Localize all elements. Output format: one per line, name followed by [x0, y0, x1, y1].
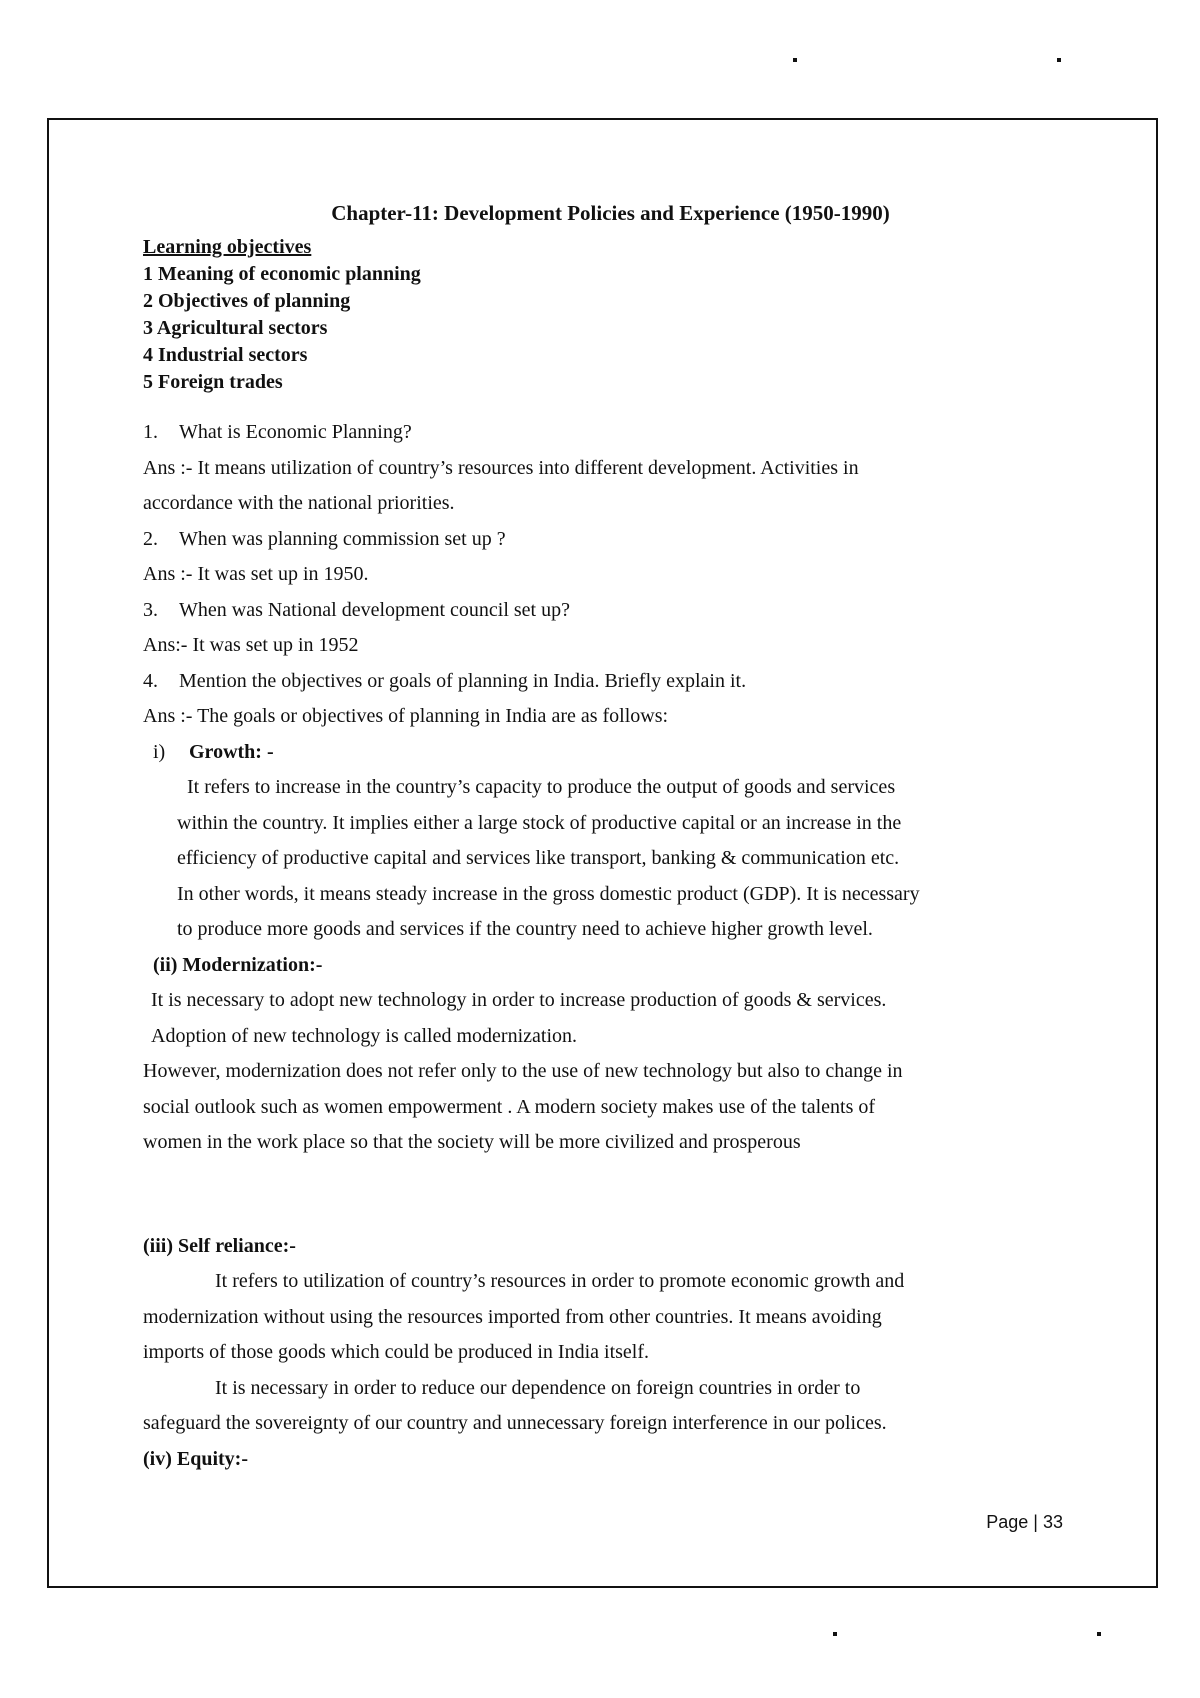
self-reliance-heading: (iii) Self reliance:-: [143, 1234, 296, 1257]
modernization-heading: (ii) Modernization:-: [153, 953, 323, 976]
paragraph-line: safeguard the sovereignty of our country and unnecessary foreign interference in our polices.: [143, 1412, 887, 1434]
objective-item: 2 Objectives of planning: [143, 290, 351, 312]
question-1: 1. What is Economic Planning?: [143, 421, 412, 443]
paragraph-line: social outlook such as women empowerment . A modern society makes use of the talents of: [143, 1095, 876, 1118]
objective-item: 3 Agricultural sectors: [143, 317, 328, 339]
paragraph-line: It is necessary in order to reduce our dependence on foreign countries in order to: [215, 1376, 861, 1399]
question-2: 2. When was planning commission set up ?: [143, 527, 506, 550]
paragraph-line: In other words, it means steady increase in the gross domestic product (GDP). It is necessary: [177, 882, 920, 905]
page-frame: [47, 118, 1158, 1588]
question-4: 4. Mention the objectives or goals of planning in India. Briefly explain it.: [143, 669, 747, 692]
objective-item: 4 Industrial sectors: [143, 344, 308, 366]
paragraph-line: within the country. It implies either a large stock of productive capital or an increase in the: [177, 811, 902, 834]
question-3: 3. When was National development council set up?: [143, 598, 570, 621]
equity-heading: (iv) Equity:-: [143, 1447, 248, 1470]
corner-dot: [793, 58, 797, 62]
corner-dot: [1057, 58, 1061, 62]
page-content: [143, 200, 1078, 1477]
learning-objectives-heading: Learning objectives: [143, 236, 312, 258]
paragraph-line: to produce more goods and services if the country need to achieve higher growth level.: [177, 918, 873, 940]
growth-paragraph: [143, 770, 1078, 948]
growth-heading: i) Growth: -: [153, 740, 274, 763]
paragraph-line: modernization without using the resources imported from other countries. It means avoiding: [143, 1305, 882, 1328]
objective-item: 5 Foreign trades: [143, 371, 283, 393]
paragraph-line: efficiency of productive capital and services like transport, banking & communication etc.: [177, 847, 900, 869]
answer-2: Ans :- It was set up in 1950.: [143, 563, 369, 585]
answer-4: Ans :- The goals or objectives of planning in India are as follows:: [143, 705, 669, 727]
paragraph-line: Adoption of new technology is called modernization.: [151, 1024, 578, 1047]
corner-dot: [1097, 1632, 1101, 1636]
objective-item: 1 Meaning of economic planning: [143, 263, 421, 285]
paragraph-line: It is necessary to adopt new technology in order to increase production of goods & services.: [151, 989, 887, 1011]
page-number: Page | 33: [986, 1512, 1063, 1532]
answer-3: Ans:- It was set up in 1952: [143, 634, 359, 656]
paragraph-line: It refers to increase in the country’s capacity to produce the output of goods and services: [187, 776, 896, 798]
paragraph-line: women in the work place so that the society will be more civilized and prosperous: [143, 1131, 801, 1153]
corner-dot: [833, 1632, 837, 1636]
chapter-title: Chapter-11: Development Policies and Experience (1950-1990): [331, 201, 890, 225]
paragraph-line: imports of those goods which could be produced in India itself.: [143, 1341, 650, 1363]
answer-1-line: accordance with the national priorities.: [143, 492, 455, 514]
paragraph-line: However, modernization does not refer only to the use of new technology but also to change in: [143, 1060, 903, 1082]
paragraph-line: It refers to utilization of country’s resources in order to promote economic growth and: [215, 1270, 905, 1292]
answer-1-line: Ans :- It means utilization of country’s resources into different development. Activities in: [143, 456, 859, 479]
